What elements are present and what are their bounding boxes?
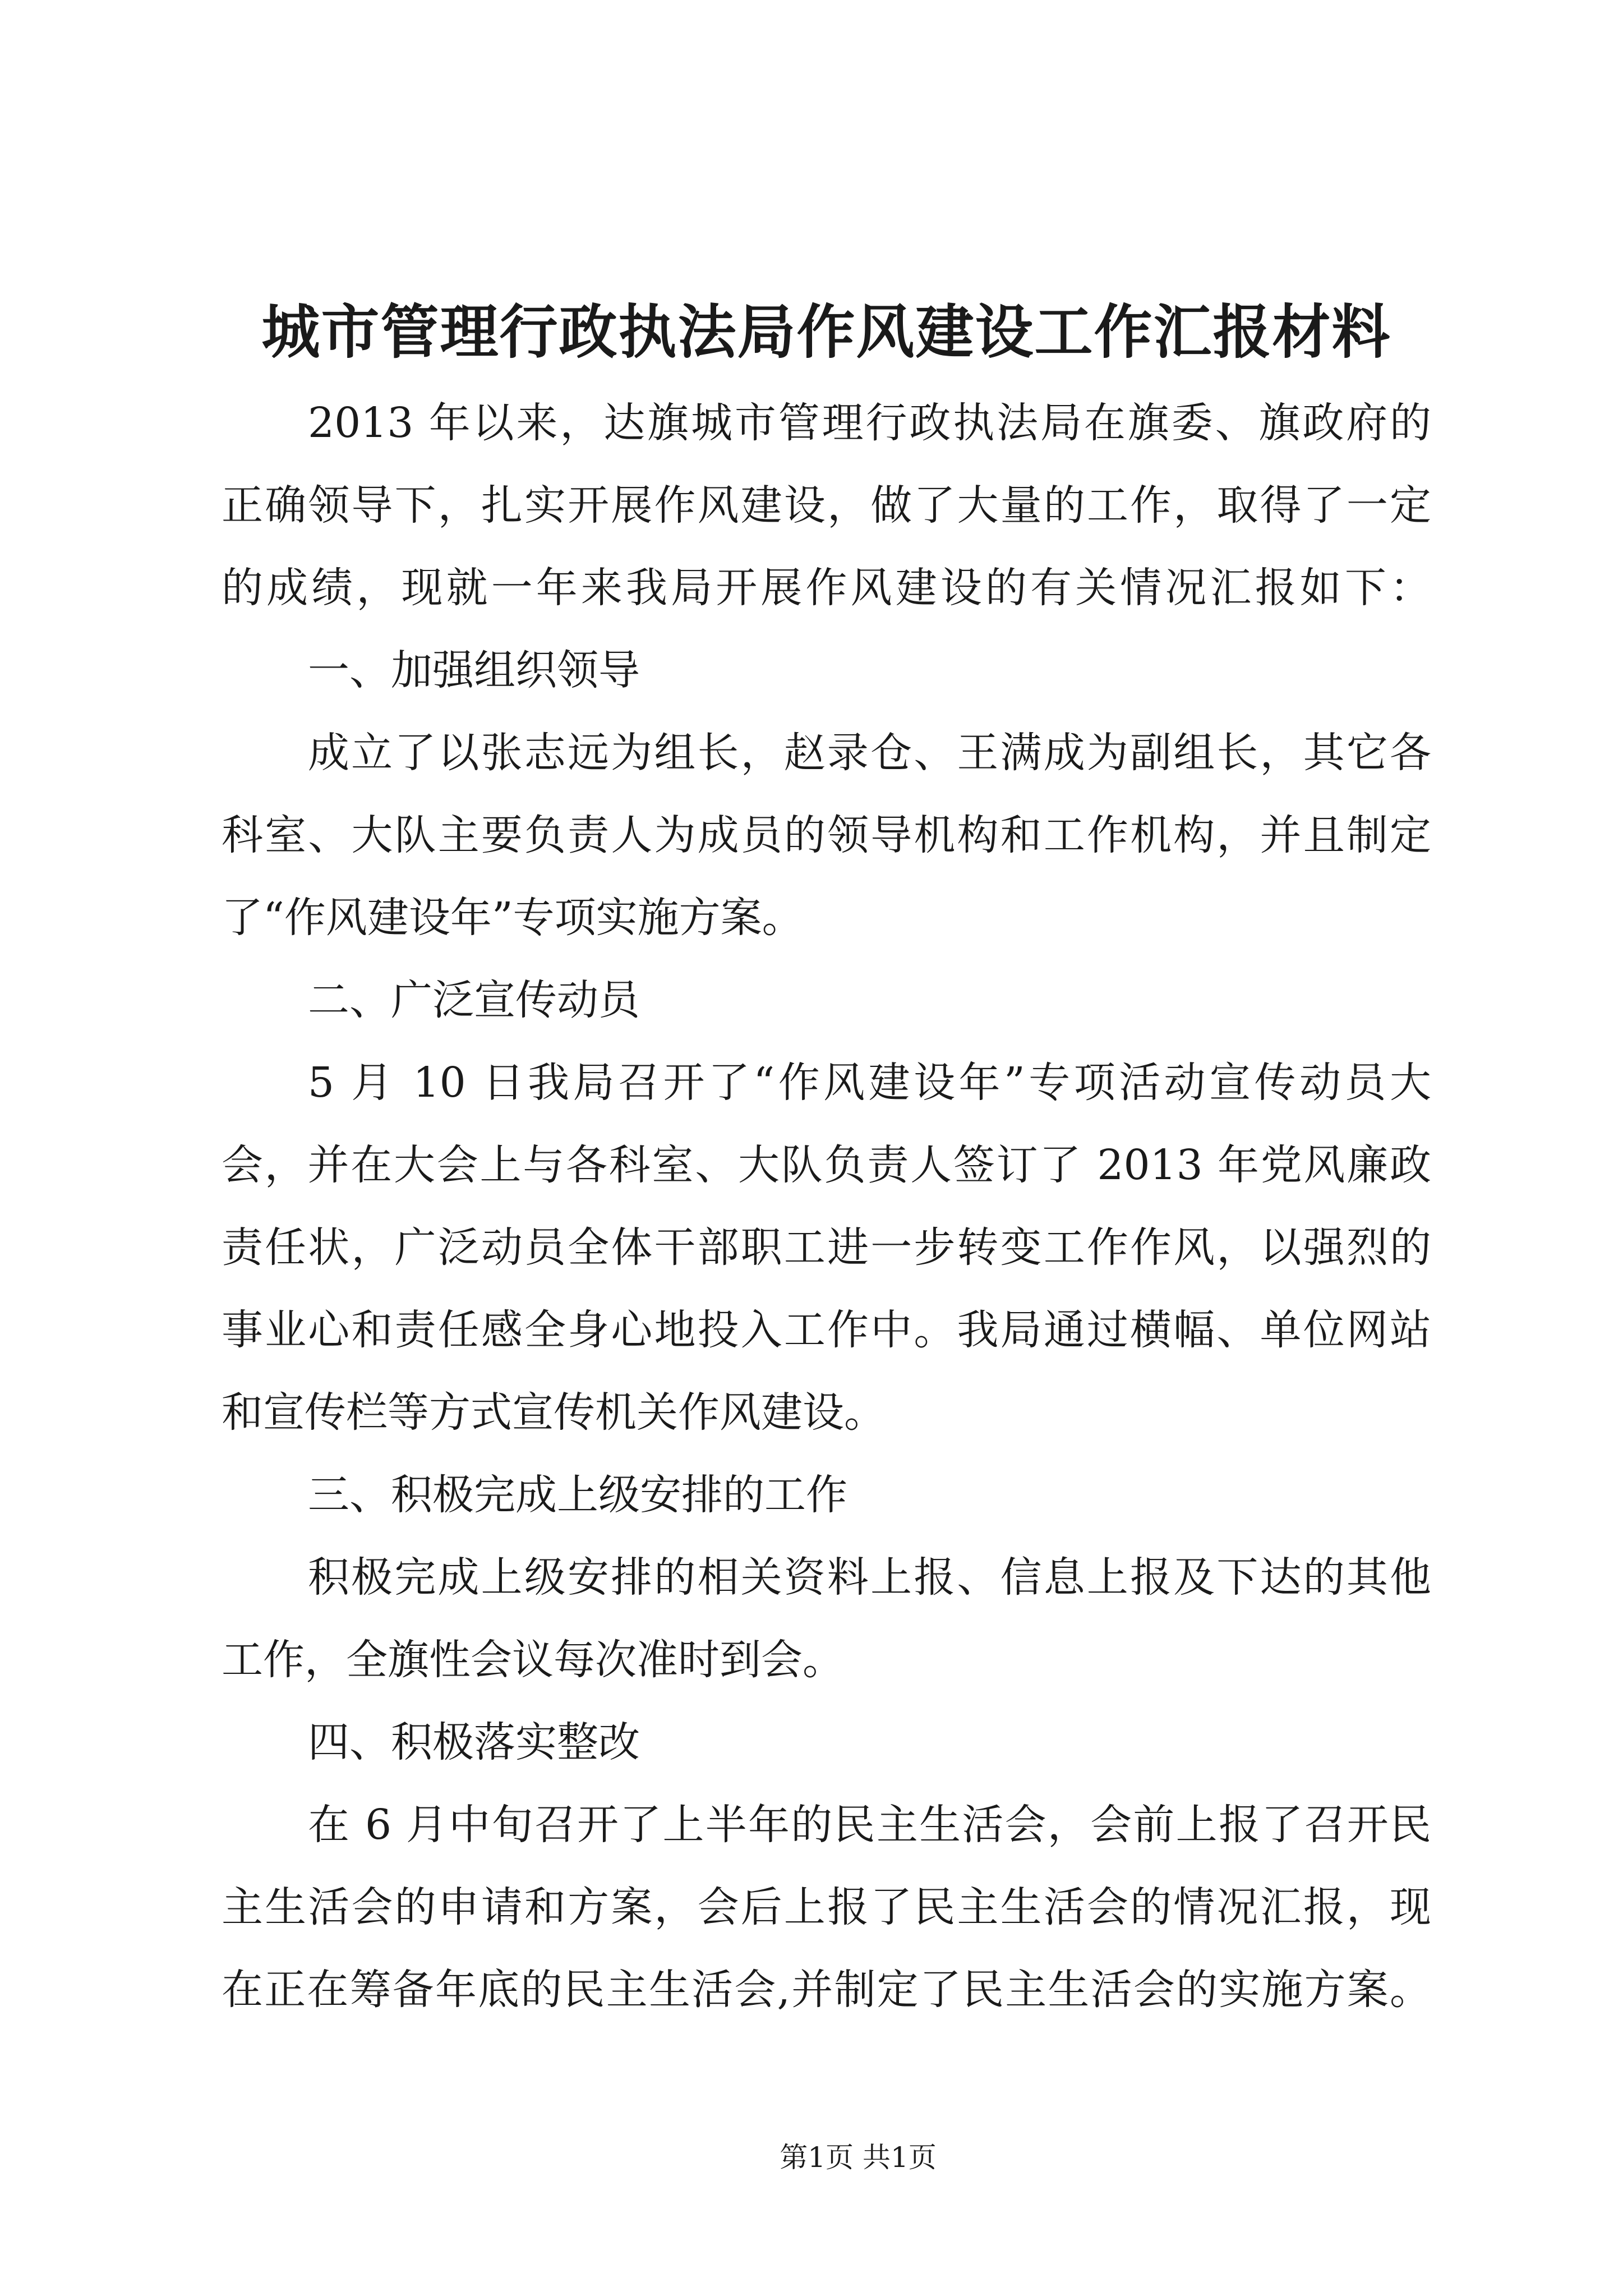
paragraph-line: 事业心和责任感全身心地投入工作中。我局通过横幅、单位网站: [222, 1306, 1431, 1354]
section-heading: 一、加强组织领导: [308, 646, 640, 694]
section-heading-4: [222, 1701, 1431, 1784]
paragraph-line: 的成绩，现就一年来我局开展作风建设的有关情况汇报如下：: [222, 564, 1431, 612]
paragraph-line: 了“作风建设年”专项实施方案。: [222, 894, 804, 942]
paragraph-section-2: [222, 1042, 1431, 1454]
section-heading-2: [222, 959, 1431, 1042]
section-heading: 四、积极落实整改: [308, 1718, 640, 1766]
paragraph-line: 主生活会的申请和方案，会后上报了民主生活会的情况汇报，现: [222, 1883, 1431, 1931]
paragraph-line: 正确领导下，扎实开展作风建设，做了大量的工作，取得了一定: [222, 481, 1431, 530]
paragraph-line: 科室、大队主要负责人为成员的领导机构和工作机构，并且制定: [222, 811, 1431, 859]
paragraph-line: 积极完成上级安排的相关资料上报、信息上报及下达的其他: [308, 1553, 1431, 1602]
section-heading-3: [222, 1454, 1431, 1536]
paragraph-line: 工作，全旗性会议每次准时到会。: [222, 1636, 844, 1684]
paragraph-line: 和宣传栏等方式宣传机关作风建设。: [222, 1388, 886, 1437]
section-heading: 三、积极完成上级安排的工作: [308, 1471, 847, 1519]
paragraph-line: 成立了以张志远为组长，赵录仓、王满成为副组长，其它各: [308, 729, 1431, 777]
section-heading-1: [222, 629, 1431, 712]
paragraph-intro: [222, 382, 1431, 629]
paragraph-section-4: [222, 1784, 1431, 2031]
section-heading: 二、广泛宣传动员: [308, 976, 640, 1024]
page-number-footer: 第1页 共1页: [780, 2141, 937, 2174]
paragraph-line: 在 6 月中旬召开了上半年的民主生活会，会前上报了召开民: [308, 1801, 1431, 1849]
paragraph-line: 5 月 10 日我局召开了“作风建设年”专项活动宣传动员大: [308, 1059, 1431, 1107]
paragraph-line: 责任状，广泛动员全体干部职工进一步转变工作作风，以强烈的: [222, 1223, 1431, 1272]
paragraph-section-3: [222, 1536, 1431, 1701]
document-title: 城市管理行政执法局作风建设工作汇报材料: [261, 297, 1391, 366]
paragraph-section-1: [222, 712, 1431, 959]
document-body: [222, 382, 1431, 2031]
paragraph-line: 在正在筹备年底的民主生活会,并制定了民主生活会的实施方案。: [222, 1966, 1431, 2014]
paragraph-line: 会，并在大会上与各科室、大队负责人签订了 2013 年党风廉政: [222, 1141, 1431, 1189]
paragraph-line: 2013 年以来，达旗城市管理行政执法局在旗委、旗政府的: [308, 399, 1431, 447]
